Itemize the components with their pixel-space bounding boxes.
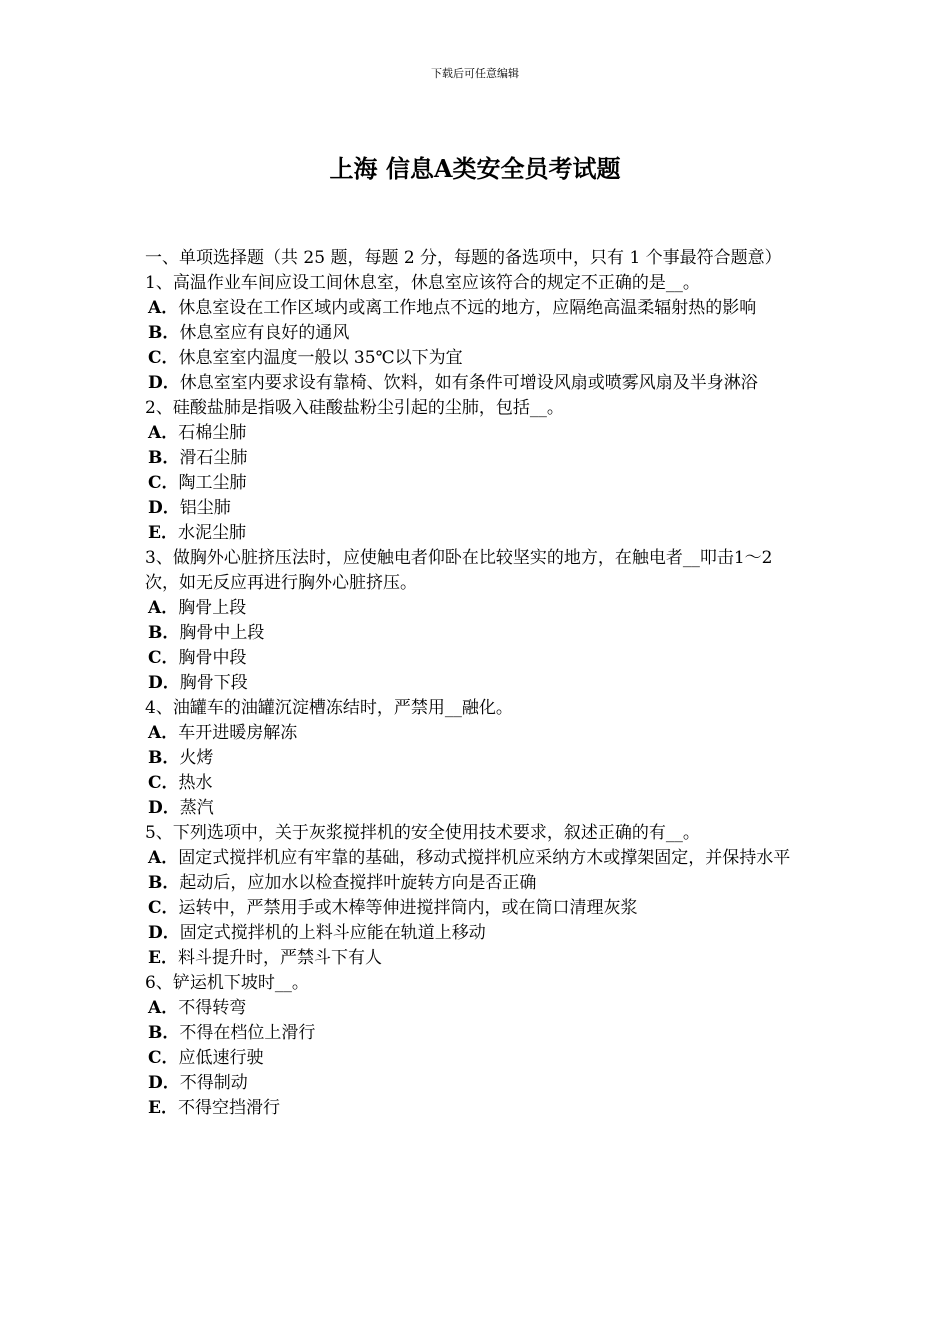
option-letter: B． (148, 623, 180, 643)
option-letter: E． (148, 523, 178, 543)
question-stem: 6、铲运机下坡时__。 (145, 973, 309, 993)
option-letter: C． (148, 348, 179, 368)
answer-option (145, 746, 810, 771)
answer-option (145, 596, 810, 621)
option-letter: C． (148, 648, 179, 668)
answer-option (145, 796, 810, 821)
question-block (145, 546, 810, 696)
option-text: 车开进暖房解冻 (178, 723, 298, 743)
answer-option (145, 1071, 810, 1096)
answer-option (145, 646, 810, 671)
question-list (145, 271, 810, 1121)
option-letter: A． (148, 598, 179, 618)
question-stem: 2、硅酸盐肺是指吸入硅酸盐粉尘引起的尘肺，包括__。 (145, 398, 564, 418)
option-text: 胸骨中上段 (179, 623, 265, 643)
option-letter: D． (148, 373, 180, 393)
option-text: 蒸汽 (179, 798, 214, 818)
document-title: 上海 信息A类安全员考试题 (329, 154, 621, 183)
document-body (145, 246, 810, 1121)
option-letter: B． (148, 748, 180, 768)
option-letter: A． (148, 298, 179, 318)
answer-option (145, 421, 810, 446)
option-letter: A． (148, 998, 179, 1018)
option-text: 滑石尘肺 (179, 448, 248, 468)
question-block (145, 271, 810, 396)
option-letter: A． (148, 723, 179, 743)
option-text: 不得制动 (179, 1073, 248, 1093)
answer-option (145, 321, 810, 346)
question-stem: 1、高温作业车间应设工间休息室，休息室应该符合的规定不正确的是__。 (145, 273, 700, 293)
option-text: 陶工尘肺 (178, 473, 247, 493)
option-text: 不得转弯 (178, 998, 247, 1018)
option-text: 火烤 (179, 748, 214, 768)
option-letter: E． (148, 1098, 178, 1118)
header-note: 下载后可任意编辑 (431, 67, 519, 80)
option-text: 热水 (178, 773, 213, 793)
option-letter: E． (148, 948, 178, 968)
question-stem: 4、油罐车的油罐沉淀槽冻结时，严禁用__融化。 (145, 698, 513, 718)
answer-option (145, 671, 810, 696)
option-text: 胸骨上段 (178, 598, 247, 618)
option-text: 水泥尘肺 (177, 523, 246, 543)
option-text: 休息室设在工作区域内或离工作地点不远的地方，应隔绝高温柔辐射热的影响 (178, 298, 757, 318)
option-letter: D． (148, 498, 180, 518)
question-block (145, 821, 810, 971)
answer-option (145, 846, 810, 871)
option-letter: D． (148, 923, 180, 943)
question-block (145, 696, 810, 821)
option-text: 休息室室内要求设有靠椅、饮料，如有条件可增设风扇或喷雾风扇及半身淋浴 (179, 373, 758, 393)
answer-option (145, 1096, 810, 1121)
option-text: 起动后，应加水以检查搅拌叶旋转方向是否正确 (179, 873, 537, 893)
answer-option (145, 371, 810, 396)
option-letter: B． (148, 323, 180, 343)
option-letter: C． (148, 473, 179, 493)
answer-option (145, 296, 810, 321)
option-letter: B． (148, 448, 180, 468)
option-text: 石棉尘肺 (178, 423, 247, 443)
option-text: 胸骨中段 (178, 648, 247, 668)
answer-option (145, 346, 810, 371)
option-letter: D． (148, 673, 180, 693)
option-letter: D． (148, 1073, 180, 1093)
option-letter: D． (148, 798, 180, 818)
option-letter: C． (148, 1048, 179, 1068)
option-text: 休息室应有良好的通风 (179, 323, 350, 343)
answer-option (145, 721, 810, 746)
option-letter: A． (148, 423, 179, 443)
question-stem: 3、做胸外心脏挤压法时，应使触电者仰卧在比较坚实的地方，在触电者__叩击1～2 次，如无反应再进行胸外心脏挤压。 (145, 548, 773, 593)
answer-option (145, 521, 810, 546)
option-letter: B． (148, 1023, 180, 1043)
option-text: 固定式搅拌机的上料斗应能在轨道上移动 (179, 923, 486, 943)
question-stem: 5、下列选项中，关于灰浆搅拌机的安全使用技术要求，叙述正确的有__。 (145, 823, 700, 843)
option-text: 应低速行驶 (178, 1048, 264, 1068)
option-text: 铝尘肺 (179, 498, 231, 518)
option-text: 胸骨下段 (179, 673, 248, 693)
option-text: 料斗提升时，严禁斗下有人 (177, 948, 382, 968)
option-text: 不得在档位上滑行 (179, 1023, 316, 1043)
option-letter: C． (148, 773, 179, 793)
answer-option (145, 996, 810, 1021)
option-text: 休息室室内温度一般以 35℃以下为宜 (178, 348, 463, 368)
answer-option (145, 771, 810, 796)
option-text: 运转中，严禁用手或木棒等伸进搅拌筒内，或在筒口清理灰浆 (178, 898, 638, 918)
answer-option (145, 1046, 810, 1071)
answer-option (145, 446, 810, 471)
question-block (145, 396, 810, 546)
option-text: 不得空挡滑行 (177, 1098, 280, 1118)
answer-option (145, 471, 810, 496)
answer-option (145, 946, 810, 971)
option-letter: A． (148, 848, 179, 868)
answer-option (145, 896, 810, 921)
option-text: 固定式搅拌机应有牢靠的基础，移动式搅拌机应采纳方木或撑架固定，并保持水平 (178, 848, 791, 868)
answer-option (145, 621, 810, 646)
answer-option (145, 921, 810, 946)
option-letter: C． (148, 898, 179, 918)
answer-option (145, 871, 810, 896)
option-letter: B． (148, 873, 180, 893)
answer-option (145, 1021, 810, 1046)
question-block (145, 971, 810, 1121)
section-heading: 一、单项选择题（共 25 题，每题 2 分，每题的备选项中，只有 1 个事最符合题意） (145, 248, 782, 268)
answer-option (145, 496, 810, 521)
